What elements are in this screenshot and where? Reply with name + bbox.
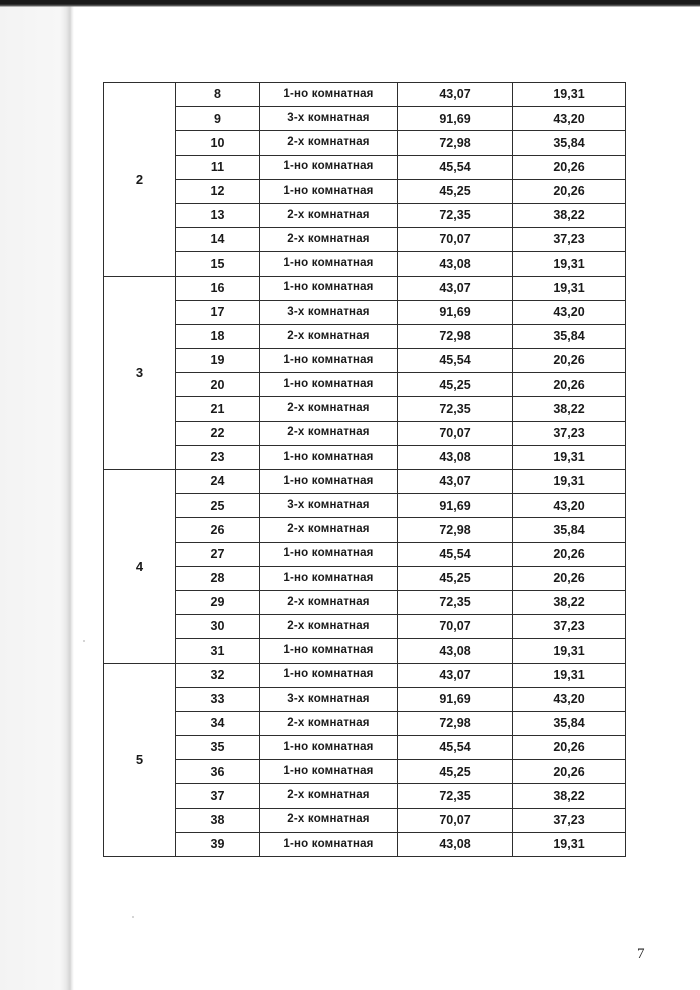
table-row: [104, 518, 626, 542]
apartment-number-cell: 15: [176, 252, 260, 276]
total-area-cell: 45,25: [398, 179, 513, 203]
apartment-type-cell: 2-х комнатная: [260, 590, 398, 614]
living-area-cell: 43,20: [513, 494, 626, 518]
table-row: [104, 711, 626, 735]
total-area-cell: 72,98: [398, 131, 513, 155]
living-area-cell: 35,84: [513, 324, 626, 348]
table-row: [104, 784, 626, 808]
apartment-type-cell: 1-но комнатная: [260, 736, 398, 760]
apartment-type-cell: 1-но комнатная: [260, 179, 398, 203]
apartment-number-cell: 36: [176, 760, 260, 784]
apartment-number-cell: 26: [176, 518, 260, 542]
table-row: [104, 808, 626, 832]
total-area-cell: 91,69: [398, 687, 513, 711]
apartment-type-cell: 1-но комнатная: [260, 470, 398, 494]
apartment-type-cell: 3-х комнатная: [260, 494, 398, 518]
apartment-number-cell: 29: [176, 590, 260, 614]
living-area-cell: 19,31: [513, 445, 626, 469]
apartment-type-cell: 1-но комнатная: [260, 349, 398, 373]
apartment-number-cell: 20: [176, 373, 260, 397]
living-area-cell: 20,26: [513, 736, 626, 760]
living-area-cell: 20,26: [513, 566, 626, 590]
apartment-number-cell: 23: [176, 445, 260, 469]
scan-speck: [132, 916, 134, 918]
apartment-number-cell: 18: [176, 324, 260, 348]
floor-cell: 5: [104, 663, 176, 857]
apartment-type-cell: 2-х комнатная: [260, 228, 398, 252]
table-row: [104, 373, 626, 397]
apartment-type-cell: 2-х комнатная: [260, 711, 398, 735]
table-row: [104, 615, 626, 639]
floor-cell: 2: [104, 83, 176, 277]
apartment-type-cell: 1-но комнатная: [260, 252, 398, 276]
apartment-number-cell: 37: [176, 784, 260, 808]
apartment-number-cell: 24: [176, 470, 260, 494]
total-area-cell: 45,25: [398, 760, 513, 784]
apartment-type-cell: 3-х комнатная: [260, 300, 398, 324]
floor-cell: 3: [104, 276, 176, 470]
table-row: [104, 590, 626, 614]
table-row: [104, 470, 626, 494]
table-row: [104, 421, 626, 445]
apartment-type-cell: 2-х комнатная: [260, 203, 398, 227]
living-area-cell: 37,23: [513, 808, 626, 832]
table-row: [104, 203, 626, 227]
table-row: [104, 687, 626, 711]
living-area-cell: 37,23: [513, 421, 626, 445]
living-area-cell: 20,26: [513, 349, 626, 373]
apartment-type-cell: 1-но комнатная: [260, 760, 398, 784]
living-area-cell: 38,22: [513, 203, 626, 227]
apartment-number-cell: 31: [176, 639, 260, 663]
table-row: [104, 83, 626, 107]
table-row: [104, 736, 626, 760]
living-area-cell: 19,31: [513, 832, 626, 856]
apartment-number-cell: 9: [176, 107, 260, 131]
living-area-cell: 20,26: [513, 155, 626, 179]
table-row: [104, 542, 626, 566]
total-area-cell: 70,07: [398, 615, 513, 639]
table-row: [104, 663, 626, 687]
apartment-number-cell: 12: [176, 179, 260, 203]
table-row: [104, 494, 626, 518]
total-area-cell: 43,07: [398, 470, 513, 494]
apartment-number-cell: 30: [176, 615, 260, 639]
total-area-cell: 70,07: [398, 421, 513, 445]
apartment-number-cell: 28: [176, 566, 260, 590]
apartment-type-cell: 2-х комнатная: [260, 421, 398, 445]
total-area-cell: 91,69: [398, 300, 513, 324]
total-area-cell: 45,54: [398, 736, 513, 760]
table-row: [104, 155, 626, 179]
total-area-cell: 91,69: [398, 107, 513, 131]
total-area-cell: 45,25: [398, 566, 513, 590]
table-row: [104, 300, 626, 324]
total-area-cell: 43,08: [398, 445, 513, 469]
table-row: [104, 107, 626, 131]
apartment-type-cell: 3-х комнатная: [260, 107, 398, 131]
living-area-cell: 20,26: [513, 760, 626, 784]
total-area-cell: 45,54: [398, 542, 513, 566]
table-row: [104, 832, 626, 856]
total-area-cell: 72,98: [398, 324, 513, 348]
living-area-cell: 19,31: [513, 276, 626, 300]
apartment-type-cell: 2-х комнатная: [260, 324, 398, 348]
apartment-type-cell: 1-но комнатная: [260, 639, 398, 663]
apartment-number-cell: 21: [176, 397, 260, 421]
apartment-number-cell: 32: [176, 663, 260, 687]
table-row: [104, 639, 626, 663]
apartment-type-cell: 1-но комнатная: [260, 663, 398, 687]
living-area-cell: 35,84: [513, 711, 626, 735]
apartment-type-cell: 1-но комнатная: [260, 155, 398, 179]
apartment-number-cell: 11: [176, 155, 260, 179]
total-area-cell: 70,07: [398, 808, 513, 832]
apartment-type-cell: 1-но комнатная: [260, 566, 398, 590]
living-area-cell: 19,31: [513, 663, 626, 687]
apartment-number-cell: 22: [176, 421, 260, 445]
apartment-number-cell: 13: [176, 203, 260, 227]
apartment-number-cell: 14: [176, 228, 260, 252]
apartments-table-body: [104, 83, 626, 857]
table-row: [104, 276, 626, 300]
living-area-cell: 19,31: [513, 639, 626, 663]
living-area-cell: 20,26: [513, 373, 626, 397]
living-area-cell: 19,31: [513, 252, 626, 276]
table-row: [104, 349, 626, 373]
apartment-type-cell: 1-но комнатная: [260, 542, 398, 566]
living-area-cell: 43,20: [513, 687, 626, 711]
living-area-cell: 20,26: [513, 179, 626, 203]
total-area-cell: 43,07: [398, 276, 513, 300]
living-area-cell: 38,22: [513, 397, 626, 421]
apartments-table: [103, 82, 626, 857]
total-area-cell: 43,07: [398, 83, 513, 107]
living-area-cell: 35,84: [513, 518, 626, 542]
living-area-cell: 37,23: [513, 228, 626, 252]
apartment-number-cell: 10: [176, 131, 260, 155]
table-row: [104, 397, 626, 421]
total-area-cell: 45,54: [398, 349, 513, 373]
living-area-cell: 19,31: [513, 83, 626, 107]
table-row: [104, 566, 626, 590]
apartment-type-cell: 2-х комнатная: [260, 131, 398, 155]
total-area-cell: 72,98: [398, 711, 513, 735]
living-area-cell: 37,23: [513, 615, 626, 639]
total-area-cell: 45,25: [398, 373, 513, 397]
living-area-cell: 43,20: [513, 107, 626, 131]
apartment-type-cell: 1-но комнатная: [260, 445, 398, 469]
apartment-type-cell: 2-х комнатная: [260, 808, 398, 832]
apartment-number-cell: 33: [176, 687, 260, 711]
apartment-type-cell: 2-х комнатная: [260, 615, 398, 639]
apartment-number-cell: 8: [176, 83, 260, 107]
apartment-number-cell: 19: [176, 349, 260, 373]
table-row: [104, 760, 626, 784]
apartment-number-cell: 17: [176, 300, 260, 324]
page-fold-shadow: [0, 0, 74, 990]
living-area-cell: 35,84: [513, 131, 626, 155]
apartment-number-cell: 38: [176, 808, 260, 832]
table-row: [104, 445, 626, 469]
total-area-cell: 72,35: [398, 397, 513, 421]
apartment-type-cell: 1-но комнатная: [260, 373, 398, 397]
apartment-number-cell: 35: [176, 736, 260, 760]
apartment-number-cell: 27: [176, 542, 260, 566]
total-area-cell: 43,08: [398, 252, 513, 276]
total-area-cell: 43,08: [398, 639, 513, 663]
total-area-cell: 72,35: [398, 590, 513, 614]
scan-speck: [83, 640, 85, 642]
apartment-type-cell: 2-х комнатная: [260, 784, 398, 808]
table-row: [104, 228, 626, 252]
scan-top-edge: [0, 0, 700, 7]
table-row: [104, 179, 626, 203]
total-area-cell: 72,35: [398, 203, 513, 227]
apartment-type-cell: 3-х комнатная: [260, 687, 398, 711]
apartment-type-cell: 1-но комнатная: [260, 832, 398, 856]
living-area-cell: 20,26: [513, 542, 626, 566]
living-area-cell: 38,22: [513, 590, 626, 614]
apartment-number-cell: 34: [176, 711, 260, 735]
total-area-cell: 70,07: [398, 228, 513, 252]
apartment-type-cell: 1-но комнатная: [260, 276, 398, 300]
living-area-cell: 19,31: [513, 470, 626, 494]
apartment-type-cell: 2-х комнатная: [260, 518, 398, 542]
apartment-type-cell: 2-х комнатная: [260, 397, 398, 421]
table-row: [104, 324, 626, 348]
apartment-number-cell: 16: [176, 276, 260, 300]
living-area-cell: 38,22: [513, 784, 626, 808]
living-area-cell: 43,20: [513, 300, 626, 324]
total-area-cell: 45,54: [398, 155, 513, 179]
total-area-cell: 43,08: [398, 832, 513, 856]
apartment-number-cell: 25: [176, 494, 260, 518]
total-area-cell: 43,07: [398, 663, 513, 687]
total-area-cell: 91,69: [398, 494, 513, 518]
floor-cell: 4: [104, 470, 176, 664]
table-row: [104, 252, 626, 276]
apartment-type-cell: 1-но комнатная: [260, 83, 398, 107]
page-number: 7: [637, 946, 645, 962]
table-row: [104, 131, 626, 155]
apartment-number-cell: 39: [176, 832, 260, 856]
total-area-cell: 72,98: [398, 518, 513, 542]
total-area-cell: 72,35: [398, 784, 513, 808]
